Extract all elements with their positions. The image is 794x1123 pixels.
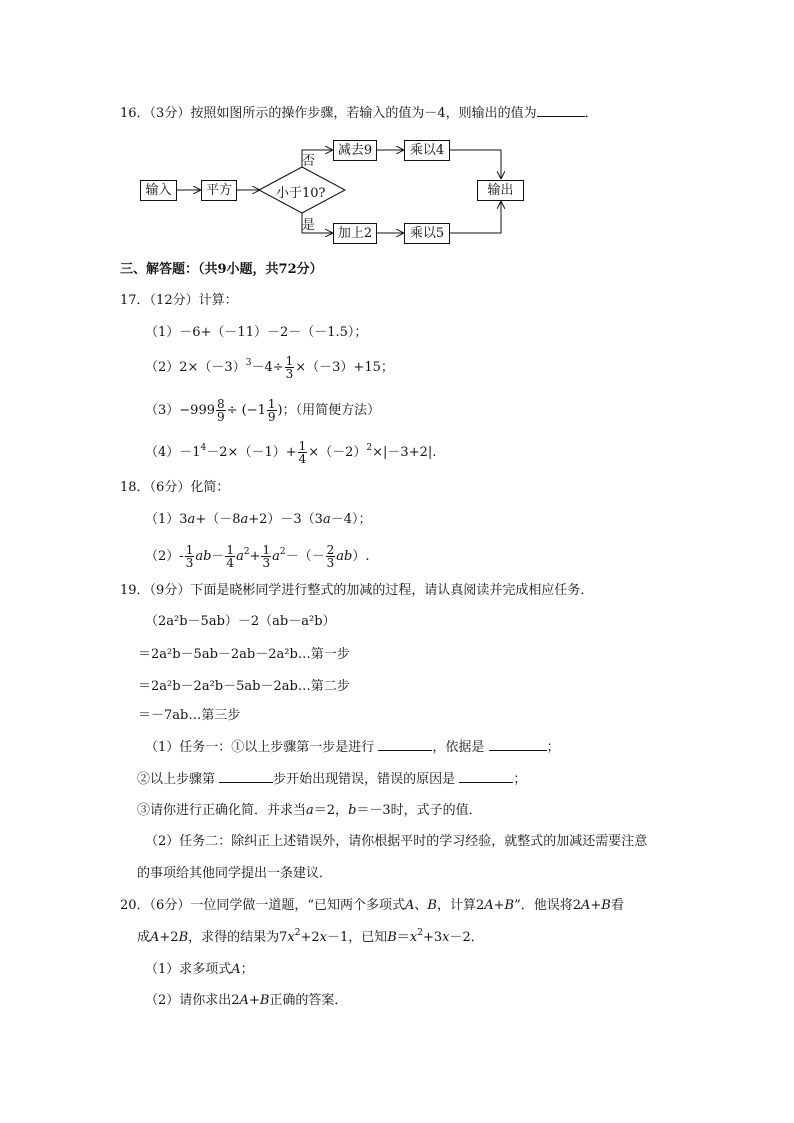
- q19-task2-line2: 的事项给其他同学提出一条建议．: [137, 866, 333, 881]
- fraction: $\frac{1}{3}$: [285, 354, 294, 381]
- q19-task1-3: ③请你进行正确化简．并求当a＝2，b＝－3时，式子的值．: [137, 803, 482, 818]
- answer-blank[interactable]: [459, 770, 513, 783]
- q16-stem: 16．（3分）按照如图所示的操作步骤，若输入的值为－4，则输出的值为 ．: [120, 106, 598, 121]
- fraction: $\frac{1}{9}$: [267, 397, 276, 424]
- flow-plus2-box: 加上2: [333, 223, 377, 244]
- fraction: $\frac{1}{4}$: [298, 439, 307, 466]
- q19-step2: ＝2a²b－2a²b－5ab－2ab…第二步: [138, 679, 350, 694]
- fraction: $\frac{8}{9}$: [217, 397, 225, 424]
- flow-decision-label: 小于10?: [276, 186, 326, 201]
- flow-times4-box: 乘以4: [404, 140, 450, 161]
- q20-line1: 20．（6分）一位同学做一道题，“已知两个多项式A、B，计算2A+B”．他误将2A+B看: [120, 898, 624, 913]
- q17-part3: （3）−999 $\frac{8}{9}$ ÷ (−1 $\frac{1}{9}$ )；（用简便方法）: [145, 397, 381, 424]
- flow-input-box: 输入: [140, 180, 177, 201]
- fraction: $\frac{1}{4}$: [226, 543, 235, 570]
- q18-part2: （2）- $\frac{1}{3}$ ab－ $\frac{1}{4}$ $a^2+$ $\frac{1}{3}$ $a^2-(-$ $\frac{2}{3}$ ab）.: [145, 543, 370, 570]
- answer-blank[interactable]: [378, 738, 432, 751]
- q19-step0: （2a²b－5ab）－2（ab－a²b）: [145, 614, 336, 629]
- flow-no-label: 否: [302, 154, 316, 169]
- section-title: 三、解答题：（共9小题，共72分）: [120, 262, 323, 277]
- q19-step3: ＝－7ab…第三步: [138, 708, 241, 723]
- q18-stem: 18．（6分）化简：: [120, 480, 230, 495]
- q20-part1: （1）求多项式A；: [145, 962, 254, 977]
- q19-task2-line1: （2）任务二：除纠正上述错误外，请你根据平时的学习经验，就整式的加减还需要注意: [145, 834, 648, 849]
- q17-part1: （1）－6+（－11）－2－（－1.5）；: [145, 325, 368, 340]
- fraction: $\frac{1}{3}$: [185, 543, 194, 570]
- q19-stem: 19．（9分）下面是晓彬同学进行整式的加减的过程，请认真阅读并完成相应任务．: [120, 583, 594, 598]
- fraction: $\frac{2}{3}$: [326, 543, 335, 570]
- q19-step1: ＝2a²b－5ab－2ab－2a²b…第一步: [138, 647, 350, 662]
- flow-square-box: 平方: [201, 180, 237, 201]
- q20-part2: （2）请你求出2A+B正确的答案．: [145, 993, 348, 1008]
- q17-part2: $(2)2\times(-3)^3-4\div$ $\frac{1}{3}$ ×（－3）+15；: [145, 354, 394, 381]
- flow-output-box: 输出: [477, 180, 524, 201]
- flow-minus9-box: 减去9: [333, 140, 377, 161]
- q17-stem: 17．（12分）计算：: [120, 293, 238, 308]
- q20-line2: 成A+2B，求得的结果为$7x^2+2x-1$，已知$B=x^2+3x-2$．: [137, 928, 484, 945]
- q17-part4: $(4)-1^4-2\times(-1)+$ $\frac{1}{4}$ $\times(-2)^2\times|-3+2|$.: [145, 439, 437, 466]
- q19-task1-2: ②以上步骤第 步开始出现错误，错误的原因是 ；: [137, 772, 527, 787]
- flow-yes-label: 是: [302, 218, 316, 233]
- answer-blank[interactable]: [219, 770, 273, 783]
- flowchart-arrows: [0, 0, 794, 300]
- answer-blank[interactable]: [489, 738, 547, 751]
- q18-part1: （1）3a+（－8a+2）－3（3a－4）；: [145, 512, 372, 527]
- q19-task1-1: （1）任务一：①以上步骤第一步是进行 ，依据是 ；: [145, 740, 560, 755]
- fraction: $\frac{1}{3}$: [262, 543, 271, 570]
- flow-times5-box: 乘以5: [404, 223, 450, 244]
